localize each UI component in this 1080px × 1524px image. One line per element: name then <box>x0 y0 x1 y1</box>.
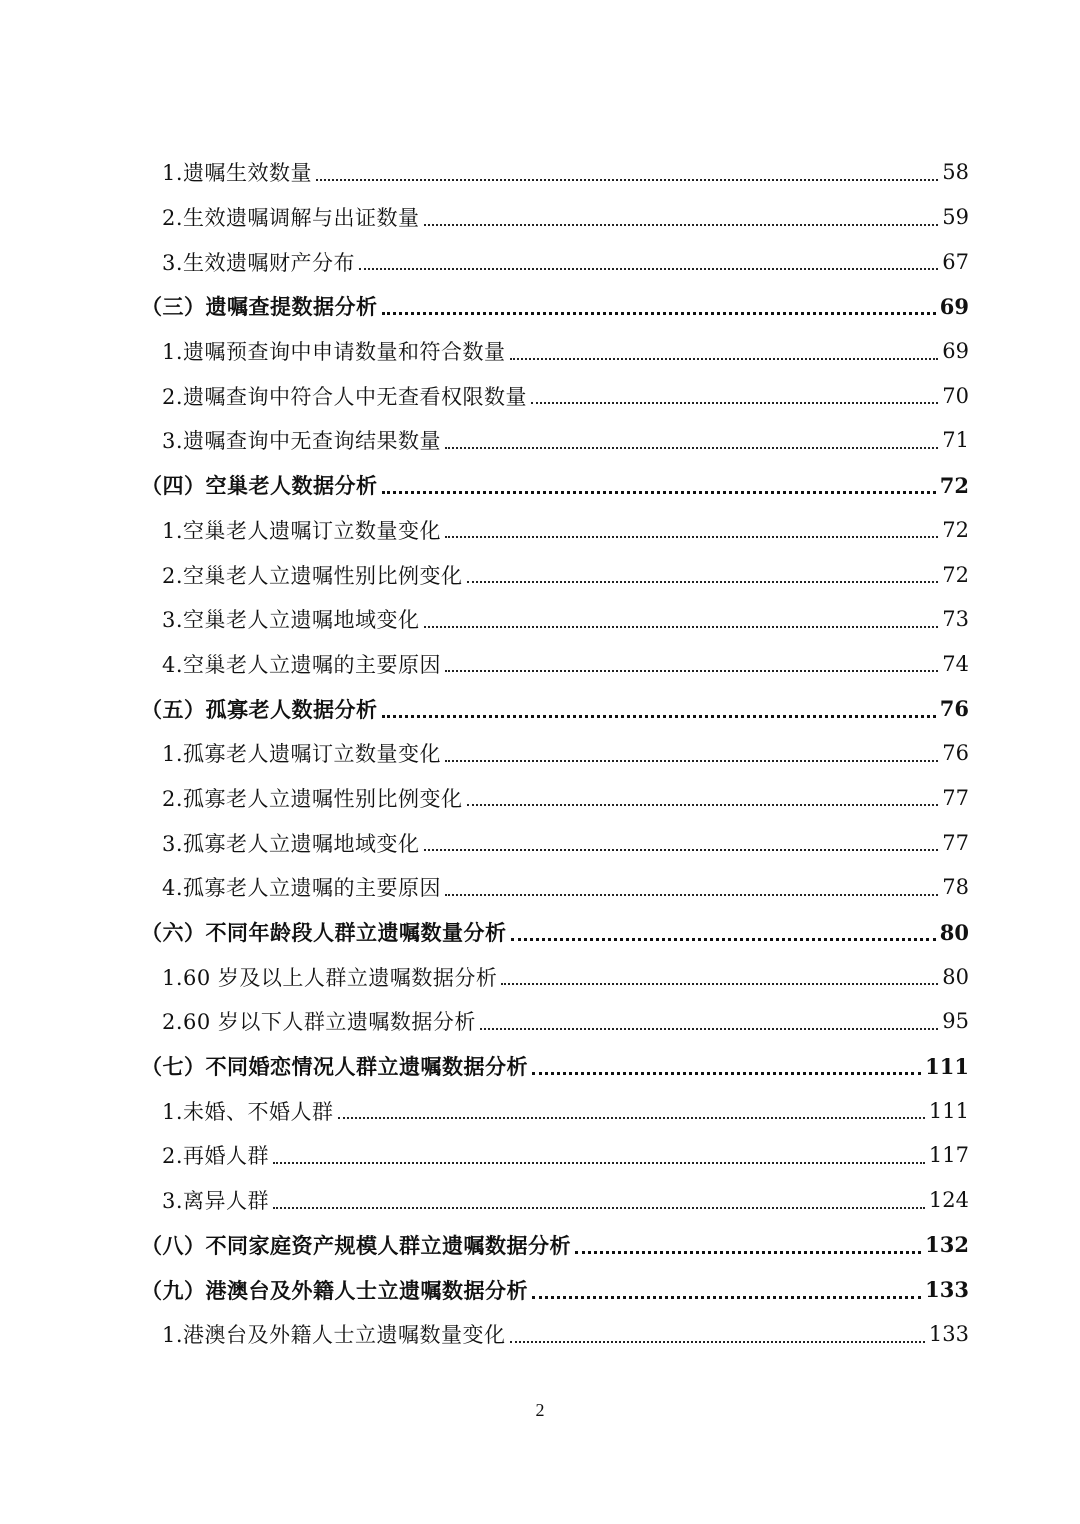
toc-dot-leader <box>445 669 938 672</box>
toc-entry-page: 133 <box>925 1277 969 1303</box>
toc-section-entry <box>0 284 1080 329</box>
toc-dot-leader <box>532 1071 921 1075</box>
toc-entry-page: 71 <box>942 428 969 453</box>
toc-subsection-entry <box>0 418 1080 463</box>
toc-entry-page: 77 <box>942 830 969 855</box>
toc-dot-leader <box>424 848 939 851</box>
toc-entry-page: 70 <box>942 383 969 408</box>
toc-dot-leader <box>382 311 936 315</box>
toc-entry-page: 72 <box>939 472 969 498</box>
toc-subsection-entry <box>0 239 1080 284</box>
toc-dot-leader <box>359 267 938 270</box>
toc-entry-title: 1.港澳台及外籍人士立遗嘱数量变化 <box>162 1323 506 1348</box>
toc-section-entry <box>0 463 1080 508</box>
toc-entry-page: 76 <box>942 741 969 766</box>
toc-subsection-entry <box>0 195 1080 240</box>
toc-dot-leader <box>531 401 938 404</box>
toc-entry-page: 78 <box>942 875 969 900</box>
toc-entry-title: 1.遗嘱预查询中申请数量和符合数量 <box>162 340 506 365</box>
toc-entry-page: 124 <box>928 1188 969 1213</box>
toc-entry-page: 58 <box>942 160 969 185</box>
toc-entry-title: 3.离异人群 <box>162 1189 270 1214</box>
toc-dot-leader <box>467 803 939 806</box>
toc-entry-page: 72 <box>942 562 969 587</box>
toc-subsection-entry <box>0 1133 1080 1178</box>
toc-section-entry <box>0 910 1080 955</box>
toc-dot-leader <box>424 223 939 226</box>
toc-subsection-entry <box>0 999 1080 1044</box>
toc-subsection-entry <box>0 776 1080 821</box>
toc-subsection-entry <box>0 552 1080 597</box>
toc-dot-leader <box>316 178 938 181</box>
toc-subsection-entry <box>0 820 1080 865</box>
toc-dot-leader <box>480 1027 938 1030</box>
toc-dot-leader <box>467 580 939 583</box>
toc-subsection-entry <box>0 865 1080 910</box>
toc-section-entry <box>0 1267 1080 1312</box>
toc-entry-title: 4.空巢老人立遗嘱的主要原因 <box>162 652 442 677</box>
toc-entry-title: 3.孤寡老人立遗嘱地域变化 <box>162 831 420 856</box>
toc-subsection-entry <box>0 508 1080 553</box>
toc-entry-title: 1.孤寡老人遗嘱订立数量变化 <box>162 742 442 767</box>
toc-dot-leader <box>510 357 939 360</box>
toc-subsection-entry <box>0 1178 1080 1223</box>
toc-entry-page: 76 <box>939 696 969 722</box>
toc-dot-leader <box>445 759 938 762</box>
toc-entry-page: 69 <box>939 293 969 319</box>
toc-subsection-entry <box>0 329 1080 374</box>
toc-entry-title: （七）不同婚恋情况人群立遗嘱数据分析 <box>141 1054 528 1080</box>
toc-subsection-entry <box>0 954 1080 999</box>
toc-entry-title: 1.60 岁及以上人群立遗嘱数据分析 <box>162 965 498 990</box>
toc-entry-title: 2.遗嘱查询中符合人中无查看权限数量 <box>162 384 528 409</box>
toc-entry-page: 74 <box>942 651 969 676</box>
table-of-contents <box>0 150 1080 1357</box>
toc-dot-leader <box>510 1340 925 1343</box>
toc-entry-title: 3.遗嘱查询中无查询结果数量 <box>162 429 442 454</box>
toc-entry-page: 132 <box>925 1232 969 1258</box>
toc-entry-title: 3.生效遗嘱财产分布 <box>162 250 356 275</box>
toc-entry-title: 2.再婚人群 <box>162 1144 270 1169</box>
toc-entry-page: 69 <box>942 339 969 364</box>
toc-section-entry <box>0 1223 1080 1268</box>
toc-entry-page: 80 <box>942 964 969 989</box>
toc-dot-leader <box>445 893 938 896</box>
toc-section-entry <box>0 1044 1080 1089</box>
toc-entry-page: 133 <box>928 1322 969 1347</box>
toc-entry-page: 77 <box>942 785 969 810</box>
toc-entry-title: 2.孤寡老人立遗嘱性别比例变化 <box>162 786 463 811</box>
toc-entry-page: 95 <box>942 1009 969 1034</box>
toc-entry-page: 111 <box>925 1053 969 1079</box>
toc-entry-title: （六）不同年龄段人群立遗嘱数量分析 <box>141 920 507 946</box>
toc-section-entry <box>0 686 1080 731</box>
toc-entry-title: 3.空巢老人立遗嘱地域变化 <box>162 608 420 633</box>
toc-entry-title: （三）遗嘱查提数据分析 <box>141 294 378 320</box>
toc-entry-title: 1.未婚、不婚人群 <box>162 1099 334 1124</box>
toc-entry-title: （五）孤寡老人数据分析 <box>141 696 378 722</box>
toc-entry-page: 80 <box>939 919 969 945</box>
toc-entry-title: 4.孤寡老人立遗嘱的主要原因 <box>162 876 442 901</box>
toc-subsection-entry <box>0 731 1080 776</box>
toc-dot-leader <box>273 1161 925 1164</box>
toc-subsection-entry <box>0 597 1080 642</box>
toc-dot-leader <box>575 1250 921 1254</box>
toc-entry-title: 1.空巢老人遗嘱订立数量变化 <box>162 518 442 543</box>
toc-entry-title: （八）不同家庭资产规模人群立遗嘱数据分析 <box>141 1232 571 1258</box>
toc-subsection-entry <box>0 1312 1080 1357</box>
toc-entry-title: 2.空巢老人立遗嘱性别比例变化 <box>162 563 463 588</box>
toc-entry-page: 72 <box>942 517 969 542</box>
toc-entry-title: 1.遗嘱生效数量 <box>162 161 313 186</box>
toc-entry-page: 59 <box>942 205 969 230</box>
toc-dot-leader <box>338 1116 925 1119</box>
toc-entry-page: 67 <box>942 249 969 274</box>
toc-entry-page: 73 <box>942 607 969 632</box>
toc-dot-leader <box>532 1295 921 1299</box>
toc-dot-leader <box>445 535 938 538</box>
toc-entry-title: （九）港澳台及外籍人士立遗嘱数据分析 <box>141 1277 528 1303</box>
toc-dot-leader <box>511 937 936 941</box>
toc-entry-page: 117 <box>928 1143 969 1168</box>
toc-dot-leader <box>501 982 938 985</box>
toc-entry-title: 2.60 岁以下人群立遗嘱数据分析 <box>162 1010 476 1035</box>
toc-entry-page: 111 <box>928 1098 969 1123</box>
page-number: 2 <box>535 1400 545 1420</box>
toc-dot-leader <box>445 446 938 449</box>
toc-subsection-entry <box>0 1088 1080 1133</box>
toc-dot-leader <box>273 1206 925 1209</box>
toc-entry-title: 2.生效遗嘱调解与出证数量 <box>162 206 420 231</box>
toc-subsection-entry <box>0 373 1080 418</box>
toc-dot-leader <box>382 490 936 494</box>
toc-dot-leader <box>424 625 939 628</box>
toc-subsection-entry <box>0 642 1080 687</box>
toc-dot-leader <box>382 714 936 718</box>
toc-entry-title: （四）空巢老人数据分析 <box>141 473 378 499</box>
toc-subsection-entry <box>0 150 1080 195</box>
